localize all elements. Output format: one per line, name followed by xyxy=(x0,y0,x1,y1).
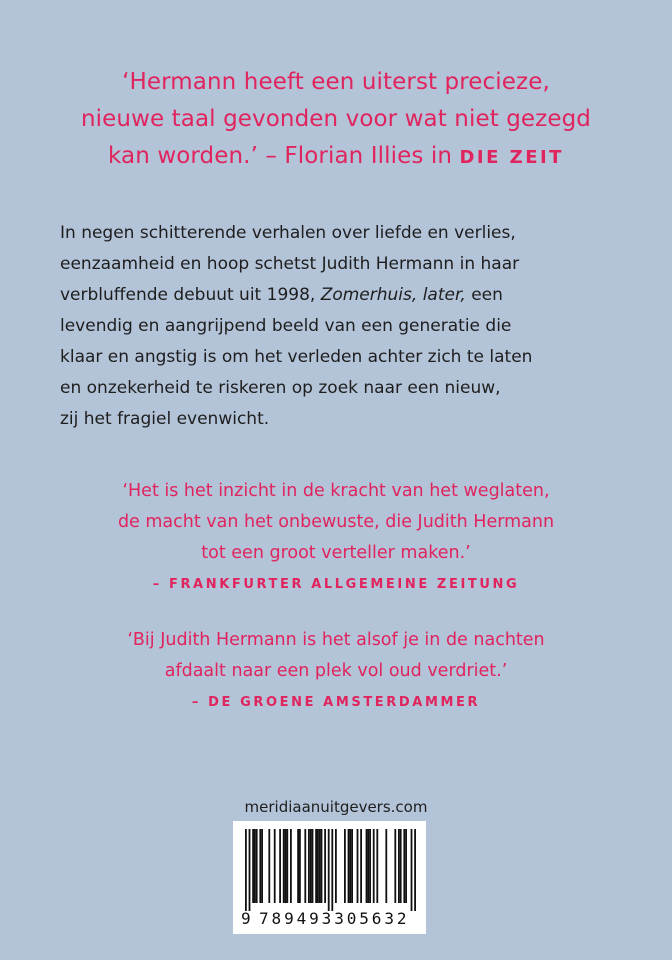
barcode-bar xyxy=(385,829,387,903)
barcode-bar xyxy=(400,829,402,903)
barcode-bar xyxy=(349,829,351,903)
publisher-website: meridiaanuitgevers.com xyxy=(244,798,428,816)
barcode-bar xyxy=(411,829,413,911)
barcode-bar xyxy=(274,829,276,903)
barcode-bar xyxy=(344,829,346,903)
blurb-line: en onzekerheid te riskeren op zoek naar een nieuw, xyxy=(60,378,501,398)
barcode-bar xyxy=(315,829,317,903)
review-source: – FRANKFURTER ALLGEMEINE ZEITUNG xyxy=(152,577,520,592)
barcode-bar xyxy=(283,829,285,903)
opening-quote-line: ‘Hermann heeft een uiterst precieze, xyxy=(122,69,550,95)
barcode-bar xyxy=(324,829,326,903)
barcode-bar xyxy=(369,829,371,903)
barcode-bar xyxy=(310,829,312,903)
opening-quote-line xyxy=(40,138,632,176)
barcode-bar xyxy=(348,829,350,903)
barcode-bar xyxy=(376,829,378,903)
barcode-bar xyxy=(405,829,407,903)
blurb-line: In negen schitterende verhalen over liefde en verlies, xyxy=(60,223,516,243)
barcode-bar xyxy=(403,829,405,903)
review-source: – DE GROENE AMSTERDAMMER xyxy=(191,695,481,710)
barcode-bar xyxy=(297,829,299,903)
isbn-digits: 789493305632 xyxy=(259,909,410,928)
barcode-bar xyxy=(357,829,359,903)
barcode-bar xyxy=(360,829,362,903)
blurb-line: klaar en angstig is om het verleden achter zich te laten xyxy=(60,347,533,367)
barcode-bar xyxy=(290,829,292,903)
barcode-bar xyxy=(373,829,375,903)
opening-quote xyxy=(40,64,632,176)
barcode-bar xyxy=(367,829,369,903)
review-quote-line: de macht van het onbewuste, die Judith Hermann xyxy=(117,512,555,532)
review-quote-faz xyxy=(40,476,632,600)
barcode-bar xyxy=(398,829,400,903)
barcode-bar xyxy=(394,829,396,903)
blurb-line: levendig en aangrijpend beeld van een generatie die xyxy=(60,316,512,336)
review-quote-groene xyxy=(40,625,632,718)
barcode-bar xyxy=(335,829,337,903)
barcode-bar xyxy=(268,829,270,903)
barcode-bar xyxy=(304,829,306,903)
opening-quote-line: nieuwe taal gevonden voor wat niet gezegd xyxy=(81,106,591,132)
barcode-bar xyxy=(286,829,288,903)
barcode-bar xyxy=(285,829,287,903)
barcode-bar xyxy=(351,829,353,903)
barcode-bar xyxy=(299,829,301,903)
barcode-bar xyxy=(308,829,310,903)
review-quote-line: ‘Het is het inzicht in de kracht van het weglaten, xyxy=(122,481,550,501)
barcode-bar xyxy=(261,829,263,903)
barcode-bar xyxy=(252,829,254,903)
blurb-text: verbluffende debuut uit 1998, xyxy=(60,285,316,305)
barcode-bar xyxy=(317,829,319,903)
barcode-bar xyxy=(279,829,281,903)
barcode-bar xyxy=(331,829,333,911)
review-quote-line: ‘Bij Judith Hermann is het alsof je in de nachten xyxy=(127,630,545,650)
barcode-bar xyxy=(328,829,330,911)
barcode-bars xyxy=(233,821,426,911)
barcode-bar xyxy=(254,829,256,903)
review-quote-line: afdaalt naar een plek vol oud verdriet.’ xyxy=(164,661,508,681)
blurb xyxy=(60,218,620,435)
opening-quote-source: DIE ZEIT xyxy=(459,147,564,168)
review-quote-line: tot een groot verteller maken.’ xyxy=(201,543,471,563)
opening-quote-text: kan worden.’ – Florian Illies in xyxy=(108,143,453,169)
blurb-text: een xyxy=(471,285,503,305)
blurb-line: eenzaamheid en hoop schetst Judith Hermann in haar xyxy=(60,254,520,274)
barcode-bar xyxy=(256,829,258,903)
barcode-bar xyxy=(249,829,251,911)
barcode-bar xyxy=(366,829,368,903)
barcode-bar xyxy=(259,829,261,903)
blurb-line xyxy=(60,280,620,311)
barcode-bar xyxy=(312,829,314,903)
book-title: Zomerhuis, later, xyxy=(320,285,466,305)
isbn-first-digit: 9 xyxy=(241,909,251,928)
isbn-barcode xyxy=(233,821,426,934)
barcode-bar xyxy=(319,829,321,903)
barcode-bar xyxy=(245,829,247,911)
barcode-bar xyxy=(414,829,416,911)
blurb-line: zij het fragiel evenwicht. xyxy=(60,409,270,429)
barcode-bar xyxy=(321,829,323,903)
